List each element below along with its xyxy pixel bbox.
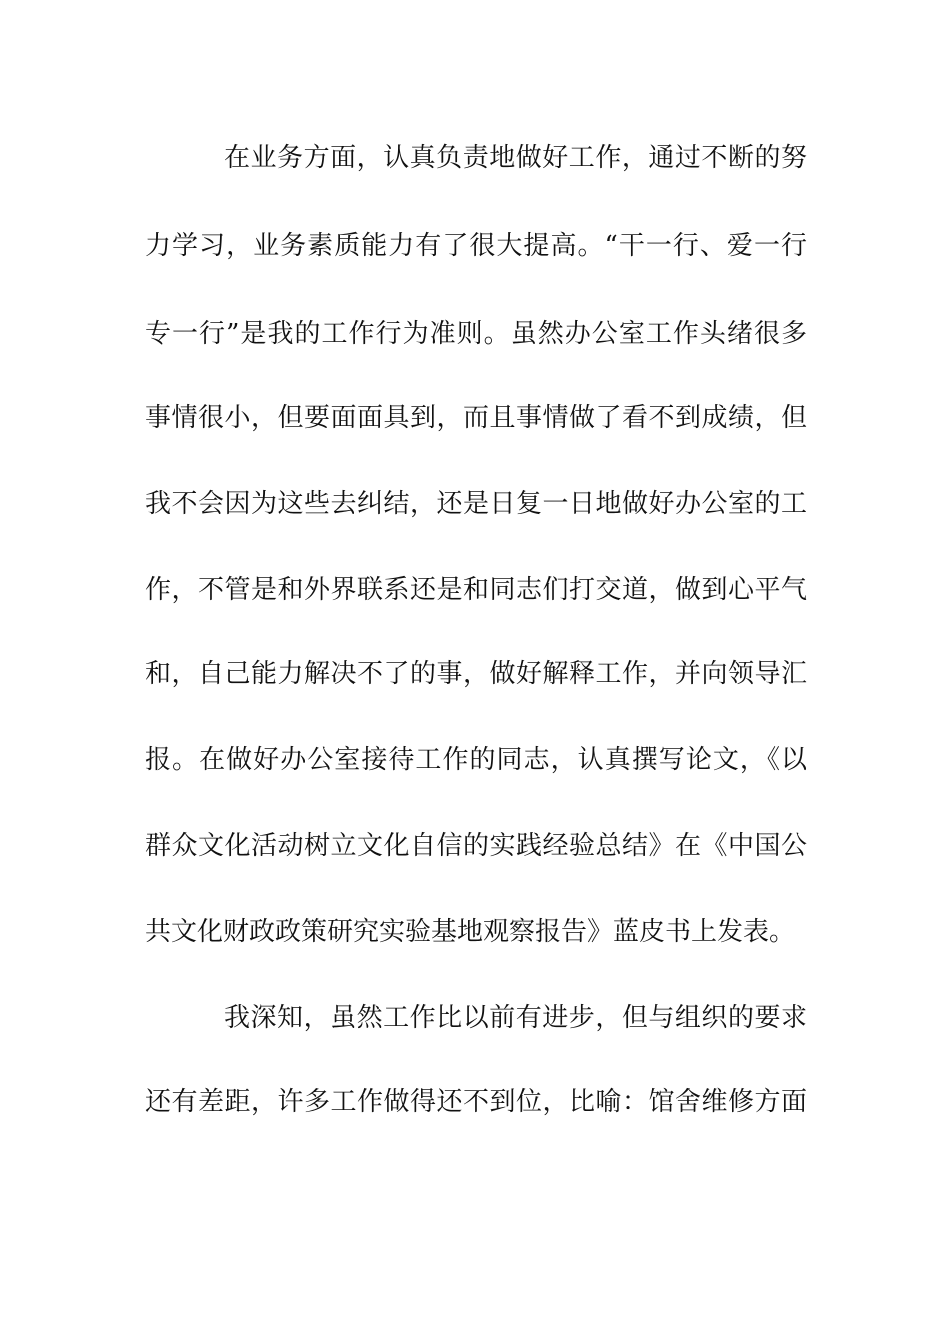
paragraph-1-line-1: 在业务方面，认真负责地做好工作，通过不断的努 xyxy=(224,143,807,173)
paragraph-1-line-2: 力学习，业务素质能力有了很大提高。“干一行、爱一行 xyxy=(145,231,807,261)
paragraph-1-line-5: 我不会因为这些去纠结，还是日复一日地做好办公室的工 xyxy=(145,489,807,519)
paragraph-1-line-3: 专一行”是我的工作行为准则。虽然办公室工作头绪很多 xyxy=(145,319,807,349)
paragraph-1-line-9: 群众文化活动树立文化自信的实践经验总结》在《中国公 xyxy=(145,831,807,861)
paragraph-1-line-10: 共文化财政政策研究实验基地观察报告》蓝皮书上发表。 xyxy=(145,917,796,947)
paragraph-2-line-1: 我深知，虽然工作比以前有进步，但与组织的要求 xyxy=(224,1003,807,1033)
paragraph-1-line-4: 事情很小，但要面面具到，而且事情做了看不到成绩，但 xyxy=(145,403,807,433)
paragraph-1-line-8: 报。在做好办公室接待工作的同志，认真撰写论文，《以 xyxy=(145,745,807,775)
paragraph-2-line-2: 还有差距，许多工作做得还不到位，比喻：馆舍维修方面 xyxy=(145,1087,807,1117)
paragraph-1-line-6: 作，不管是和外界联系还是和同志们打交道，做到心平气 xyxy=(145,575,807,605)
paragraph-1-line-7: 和，自己能力解决不了的事，做好解释工作，并向领导汇 xyxy=(145,659,807,689)
